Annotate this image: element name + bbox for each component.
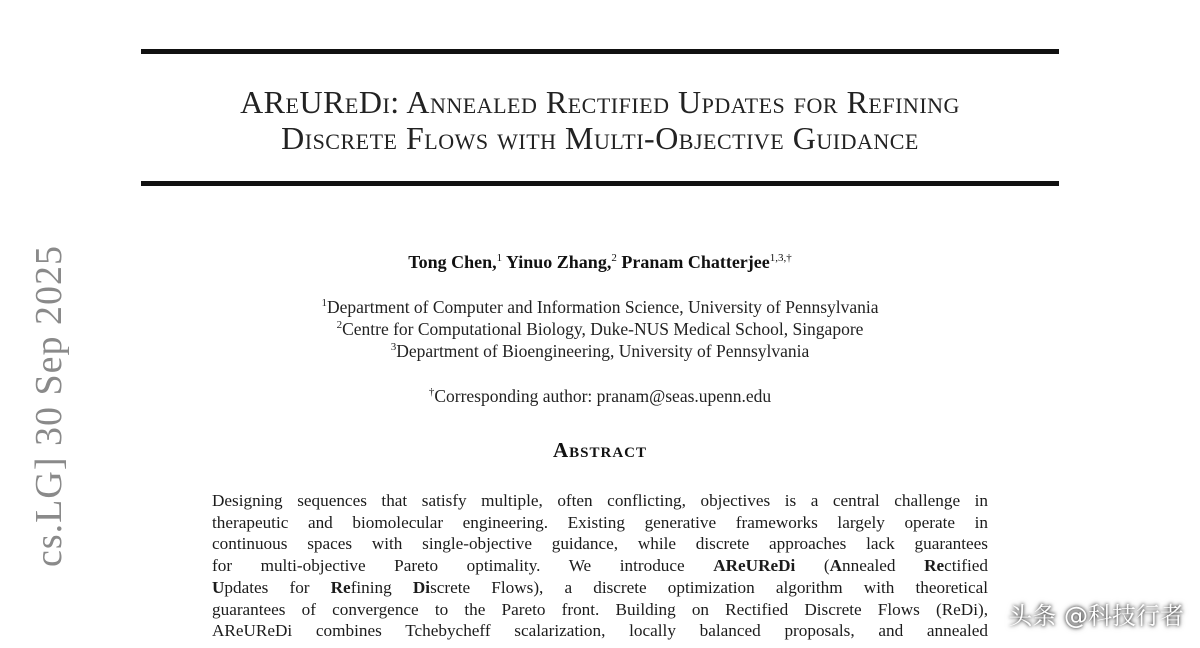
corresponding-author <box>100 386 1100 407</box>
author-name: Tong Chen, <box>408 252 497 272</box>
affiliation <box>100 297 1100 318</box>
corresponding-author-text: Corresponding author: pranam@seas.upenn.edu <box>434 386 772 406</box>
abstract-acronym-letter: Re <box>330 577 351 597</box>
title-rule-bottom <box>141 181 1059 186</box>
affiliation <box>100 319 1100 340</box>
abstract-acronym-letter: Di <box>412 577 431 597</box>
abstract-method-name: AReUReDi <box>713 556 796 576</box>
arxiv-side-stamp <box>22 200 82 648</box>
abstract-text: for multi-objective Pareto optimality. We introduce <box>212 556 685 576</box>
abstract-line: AReUReDi combines Tchebycheff scalarization, locally balanced proposals, and annealed <box>212 621 988 641</box>
paper-title-line-2: Discrete Flows with Multi-Objective Guidance <box>281 120 919 156</box>
affiliation-text: Centre for Computational Biology, Duke-NUS Medical School, Singapore <box>342 319 864 339</box>
abstract-text: screte Flows), a discrete optimization algorithm with theoretical <box>430 577 989 597</box>
abstract-text: fining <box>350 577 413 597</box>
abstract-heading: Abstract <box>552 438 648 462</box>
affiliation-mark: 2 <box>336 319 343 332</box>
author-affiliation-mark: 2 <box>611 252 617 264</box>
paper-title-line-1: AReUReDi: Annealed Rectified Updates for Refining <box>240 84 960 120</box>
corresponding-mark: † <box>428 386 435 399</box>
abstract-acronym-letter: A <box>829 556 843 576</box>
arxiv-stamp-text: cs.LG] 30 Sep 2025 <box>28 245 70 567</box>
affiliation-text: Department of Computer and Information Science, University of Pennsylvania <box>326 297 879 317</box>
abstract-text: ( <box>795 556 830 576</box>
abstract-text: ctified <box>944 556 989 576</box>
author-affiliation-mark: 1,3,† <box>769 252 792 264</box>
abstract-acronym-letter: U <box>212 577 225 597</box>
title-rule-top <box>141 49 1059 54</box>
watermark: 头条 @科技行者 <box>1008 602 1184 630</box>
affiliation-mark: 1 <box>321 297 327 310</box>
abstract-line: guarantees of convergence to the Pareto front. Building on Rectified Discrete Flows (ReDi), <box>212 599 988 619</box>
author-affiliation-mark: 1 <box>496 252 503 264</box>
affiliation <box>100 341 1100 362</box>
abstract-line: continuous spaces with single-objective guidance, while discrete approaches lack guarantees <box>212 534 988 554</box>
abstract-text: pdates for <box>224 577 331 597</box>
author-list <box>100 252 1100 273</box>
abstract-line <box>212 555 988 577</box>
abstract-line: therapeutic and biomolecular engineering. Existing generative frameworks largely operate in <box>212 512 988 532</box>
abstract-body <box>212 490 988 642</box>
affiliation-text: Department of Bioengineering, University of Pennsylvania <box>396 341 810 361</box>
affiliation-mark: 3 <box>390 341 397 354</box>
abstract-acronym-letter: Re <box>924 556 945 576</box>
author-name: Yinuo Zhang, <box>505 252 612 272</box>
abstract-text: nnealed <box>842 556 925 576</box>
author-name: Pranam Chatterjee <box>621 252 770 272</box>
abstract-line <box>212 577 988 599</box>
abstract-line: Designing sequences that satisfy multiple, often conflicting, objectives is a central challenge in <box>212 491 988 510</box>
